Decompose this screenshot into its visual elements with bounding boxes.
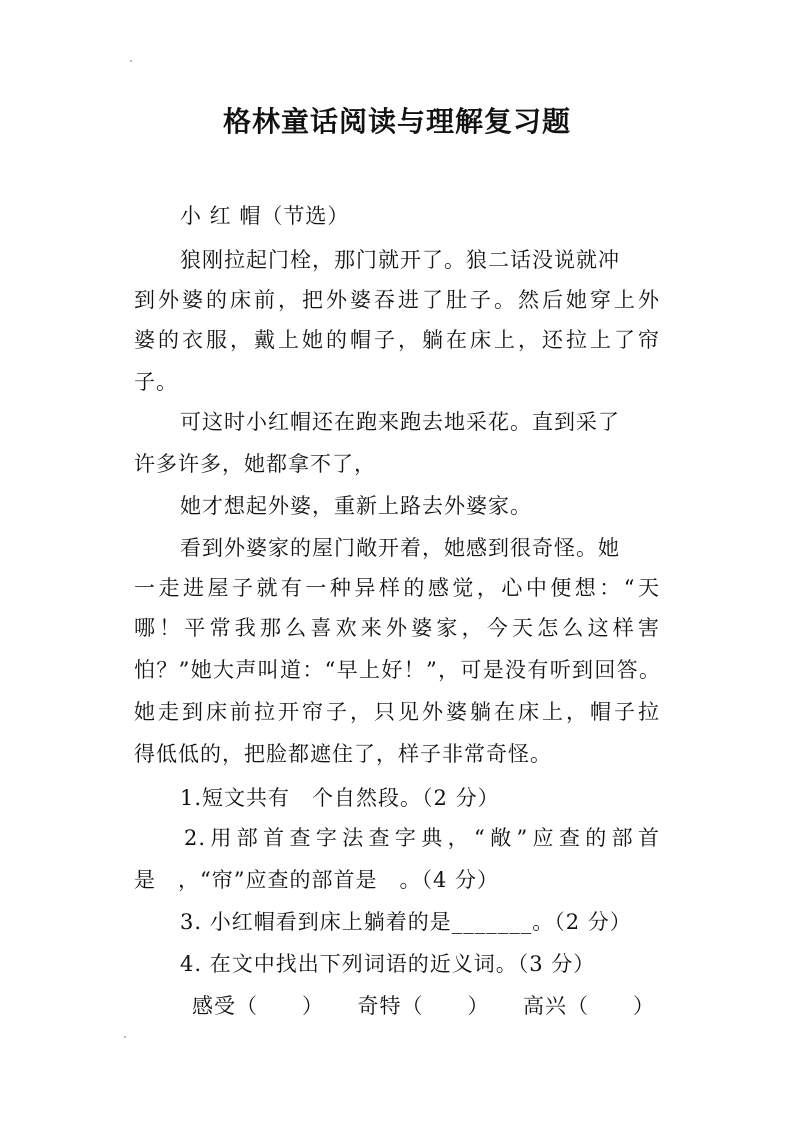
document-title: 格林童话阅读与理解复习题 [222,105,571,138]
question-1: 1.短文共有 个自然段。（2 分） [180,786,500,810]
question-3: 3. 小红帽看到床上躺着的是_______。（2 分） [180,910,632,934]
question-2: 2.用部首查字法查字典，“敞”应查的部首 [184,826,660,850]
paragraph-line: 得低低的，把脸都遮住了，样子非常奇怪。 [134,742,552,766]
paragraph-line: 一走进屋子就有一种异样的感觉，心中便想：“天 [134,576,660,600]
paragraph-line: 可这时小红帽还在跑来跑去地采花。直到采了 [180,410,620,434]
paragraph-line: 哪！平常我那么喜欢来外婆家，今天怎么这样害 [134,616,660,640]
paragraph-line: 子。 [134,370,178,394]
question-2-continued: 是 ，“帘”应查的部首是 。（4 分） [134,868,500,892]
story-heading: 小 红 帽（节选） [180,204,350,228]
paragraph-line: 怕？”她大声叫道：“早上好！”，可是没有听到回答。 [134,658,660,682]
paragraph-line: 狼刚拉起门栓，那门就开了。狼二话没说就冲 [180,248,620,272]
paragraph-line: 婆的衣服，戴上她的帽子，躺在床上，还拉上了帘 [134,328,660,352]
paragraph-line: 她才想起外婆，重新上路去外婆家。 [180,494,532,518]
question-4: 4. 在文中找出下列词语的近义词。（3 分） [180,952,596,976]
scan-speck [124,1036,126,1038]
synonym-blanks: 感受（ ） 奇特（ ） 高兴（ ） [192,994,655,1018]
paragraph-line: 她走到床前拉开帘子，只见外婆躺在床上，帽子拉 [134,700,660,724]
paragraph-line: 到外婆的床前，把外婆吞进了肚子。然后她穿上外 [134,288,660,312]
paragraph-line: 许多许多，她都拿不了， [134,452,376,476]
scan-speck [130,60,132,62]
paragraph-line: 看到外婆家的屋门敞开着，她感到很奇怪。她 [180,536,620,560]
